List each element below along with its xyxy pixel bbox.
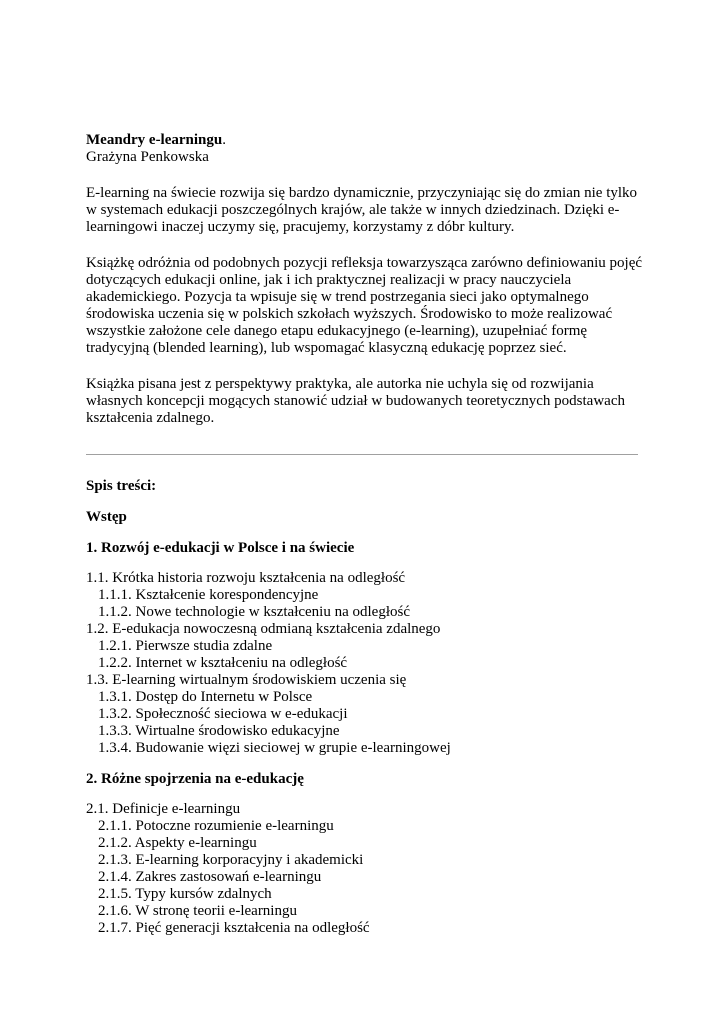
toc-item: 2.1.1. Potoczne rozumienie e-learningu [98,818,334,834]
chapter-1-list [86,570,646,757]
toc-item: 1.3. E-learning wirtualnym środowiskiem uczenia się [86,672,407,688]
intro-paragraph-2: Książkę odróżnia od podobnych pozycji refleksja towarzysząca zarówno definiowaniu pojęć dotyczących edukacji online, jak i ich praktycznej realizacji w pracy nauczyciela akademickiego. Pozycja ta wpisuje się w trend postrzegania sieci jako optymalnego środowiska uczenia się w polskich szkołach wyższych. Środowisko to może realizować wszystkie założone cele danego etapu edukacyjnego (e-learning), uzupełniać formę tradycyjną (blended learning), lub wspomagać klasyczną edukację poprzez sieć. [86,255,643,356]
chapter-2-list [86,801,646,937]
toc-item: 2.1.4. Zakres zastosowań e-learningu [98,869,322,885]
toc-item: 1.1.1. Kształcenie korespondencyjne [98,587,319,603]
toc-item: 2.1.2. Aspekty e-learningu [98,835,257,851]
toc-intro-heading: Wstęp [86,509,127,525]
toc-item: 1.2.1. Pierwsze studia zdalne [98,638,273,654]
toc-item: 1.2.2. Internet w kształceniu na odległość [98,655,348,671]
toc-item: 1.3.2. Społeczność sieciowa w e-edukacji [98,706,348,722]
toc-item: 2.1.7. Pięć generacji kształcenia na odległość [98,920,370,936]
toc-item: 1.3.4. Budowanie więzi sieciowej w grupie e-learningowej [98,740,451,756]
toc-item: 2.1.6. W stronę teorii e-learningu [98,903,297,919]
toc-item: 1.2. E-edukacja nowoczesną odmianą kształcenia zdalnego [86,621,441,637]
document-page [86,132,646,937]
title-period: . [222,132,226,148]
horizontal-divider [86,454,638,455]
toc-item: 2.1.5. Typy kursów zdalnych [98,886,272,902]
toc-item: 1.1. Krótka historia rozwoju kształcenia na odległość [86,570,406,586]
intro-paragraph-1: E-learning na świecie rozwija się bardzo dynamicznie, przyczyniając się do zmian nie tylko w systemach edukacji poszczególnych krajów, ale także w innych dziedzinach. Dzięki e-learningowi inaczej uczymy się, pracujemy, korzystamy z dóbr kultury. [86,185,638,235]
title-line [86,132,646,149]
intro-paragraph-3: Książka pisana jest z perspektywy praktyka, ale autorka nie uchyla się od rozwijania własnych koncepcji mogących stanowić udział w budowanych teoretycznych podstawach kształcenia zdalnego. [86,376,625,426]
author: Grażyna Penkowska [86,149,209,165]
document-title: Meandry e-learningu [86,132,223,148]
chapter-1-heading: 1. Rozwój e-edukacji w Polsce i na świecie [86,540,355,556]
toc-item: 1.3.3. Wirtualne środowisko edukacyjne [98,723,340,739]
chapter-2-heading: 2. Różne spojrzenia na e-edukację [86,771,304,787]
toc-item: 2.1. Definicje e-learningu [86,801,241,817]
toc-item: 1.1.2. Nowe technologie w kształceniu na odległość [98,604,410,620]
toc-title: Spis treści: [86,478,157,494]
toc-item: 1.3.1. Dostęp do Internetu w Polsce [98,689,313,705]
toc-item: 2.1.3. E-learning korporacyjny i akademicki [98,852,364,868]
